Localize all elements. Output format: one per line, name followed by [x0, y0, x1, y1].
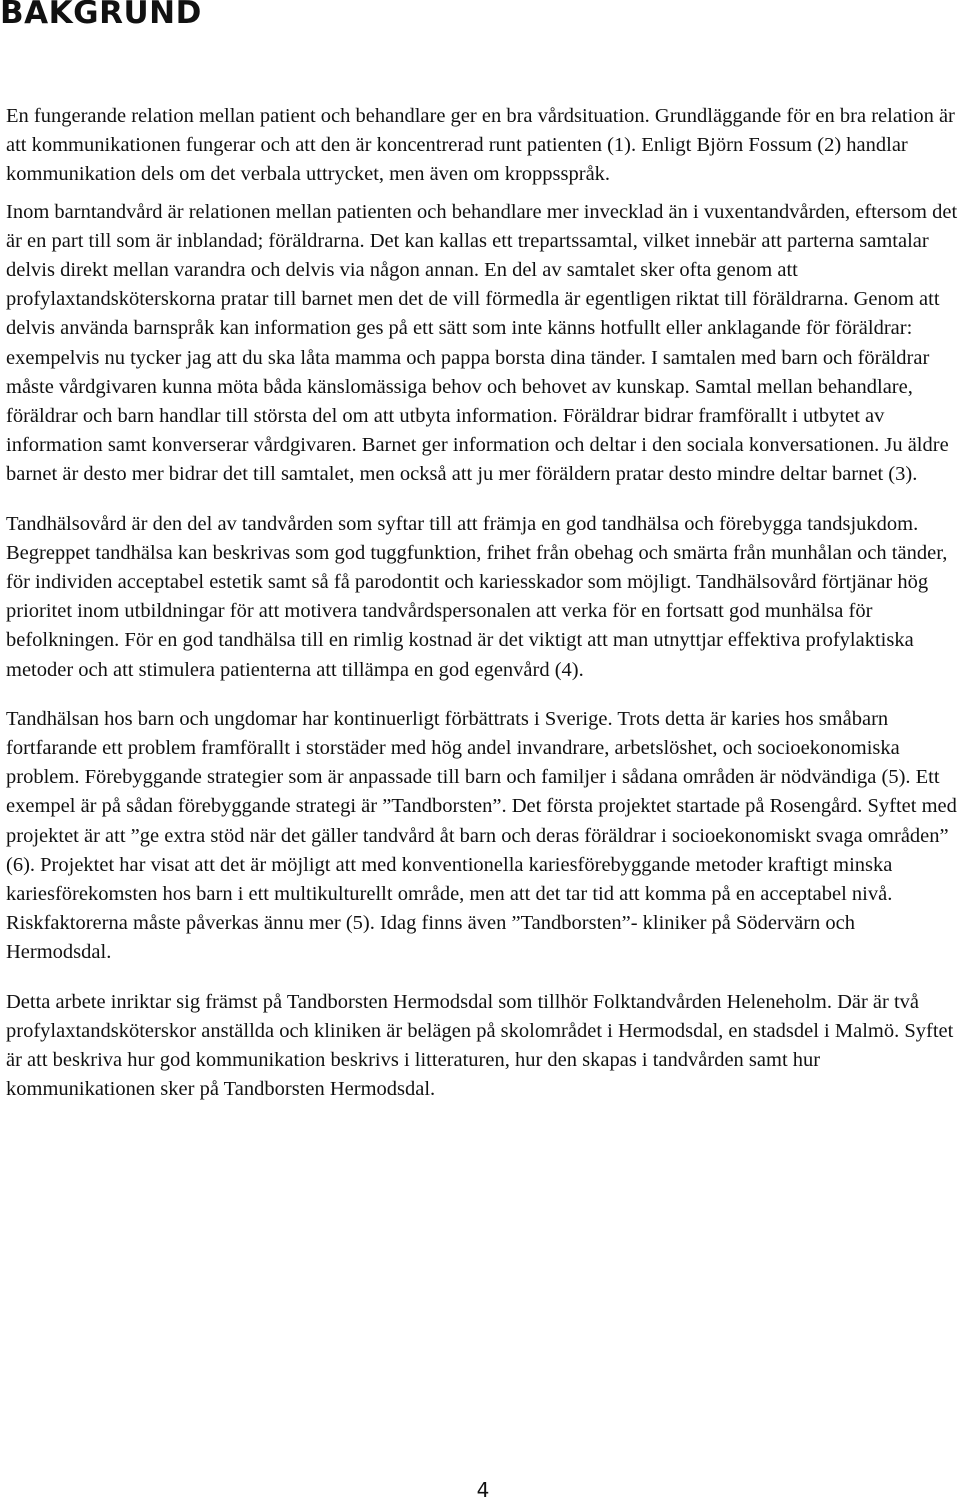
paragraph-5: Detta arbete inriktar sig främst på Tandborsten Hermodsdal som tillhör Folktandvården Heleneholm. Där är två profylaxtandsköterskor anställda och kliniken är belägen på skolområdet i Hermodsdal, en stadsdel i Malmö. Syftet är att beskriva hur god kommunikation beskrivs i litteraturen, hur den skapas i tandvården samt hur kommunikationen sker på Tandborsten Hermodsdal. [6, 990, 954, 1101]
paragraph-1: En fungerande relation mellan patient och behandlare ger en bra vårdsituation. Grundläggande för en bra relation är att kommunikationen fungerar och att den är koncentrerad runt patienten (1). Enligt Björn Fossum (2) handlar kommunikation dels om det verbala uttrycket, men även om kroppsspråk. [6, 105, 955, 186]
paragraph-3: Tandhälsovård är den del av tandvården som syftar till att främja en god tandhälsa och förebygga tandsjukdom. Begreppet tandhälsa kan beskrivas som god tuggfunktion, frihet från obehag och smärta från munhålan och tänder, för individen acceptabel estetik samt så få parodontit och kariesskador som möjligt. Tandhälsovård förtjänar hög prioritet inom utbildningar för att motivera tandvårdspersonalen att verka för en fortsatt god munhälsa för befolkningen. För en god tandhälsa till en rimlig kostnad är det viktigt att man utnyttjar effektiva profylaktiska metoder och att stimulera patienterna att tillämpa en god egenvård (4). [6, 512, 948, 681]
body-text [6, 102, 958, 1125]
section-heading: BAKGRUND [0, 0, 202, 31]
paragraph-4: Tandhälsan hos barn och ungdomar har kontinuerligt förbättrats i Sverige. Trots detta är karies hos småbarn fortfarande ett problem framförallt i storstäder med hög andel invandrare, arbetslöshet, och socioekonomiska problem. Förebyggande strategier som är anpassade till barn och familjer i sådana områden är nödvändiga (5). Ett exempel är på sådan förebyggande strategi är ”Tandborsten”. Det första projektet startade på Rosengård. Syftet med projektet är att ”ge extra stöd när det gäller tandvård åt barn och deras föräldrar i socioekonomiskt svaga områden” (6). Projektet har visat att det är möjligt att med konventionella kariesförebyggande metoder kraftigt minska kariesförekomsten hos barn i ett multikulturellt område, men att det tar tid att komma på en acceptabel nivå. Riskfaktorerna måste påverkas ännu mer (5). Idag finns även ”Tandborsten”- kliniker på Södervärn och Hermodsdal. [6, 707, 957, 964]
page-number: 4 [476, 1478, 490, 1502]
paragraph-2: Inom barntandvård är relationen mellan patienten och behandlare mer invecklad än i vuxentandvården, eftersom det är en part till som är inblandad; föräldrarna. Det kan kallas ett trepartssamtal, vilket innebär att parterna samtalar delvis direkt mellan varandra och delvis via någon annan. En del av samtalet sker ofta genom att profylaxtandsköterskorna pratar till barnet men det de vill förmedla är egentligen riktat till föräldrarna. Genom att delvis använda barnspråk kan information ges på ett sätt som inte känns hotfullt eller anklagande för föräldrar: exempelvis nu tycker jag att du ska låta mamma och pappa borsta dina tänder. I samtalen med barn och föräldrar måste vårdgivaren kunna möta båda känslomässiga behov och behovet av kunskap. Samtal mellan behandlare, föräldrar och barn handlar till största del om att utbyta information. Föräldrar bidrar framförallt i utbytet av information samt konverserar vårdgivaren. Barnet ger information och deltar i den sociala konversationen. Ju äldre barnet är desto mer bidrar det till samtalet, men också att ju mer föräldern pratar desto mindre deltar barnet (3). [6, 200, 958, 486]
